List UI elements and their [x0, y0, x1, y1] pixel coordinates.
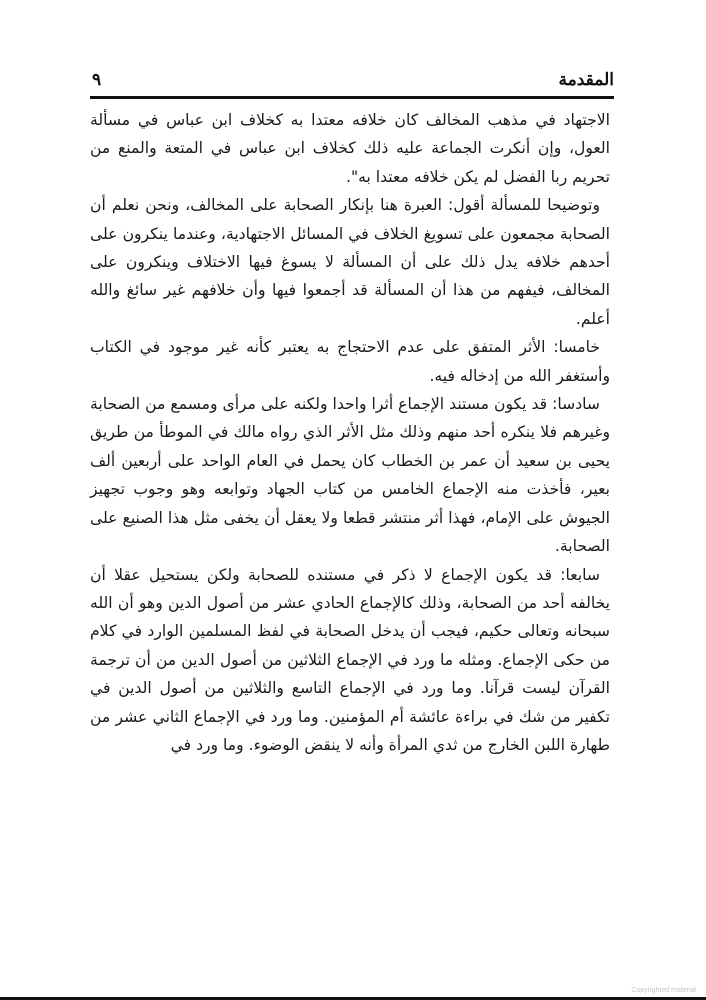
paragraph-quote-continuation: الاجتهاد في مذهب المخالف كان خلافه معتدا به كخلاف ابن عباس في مسألة العول، وإن أنكرت الجماعة عليه ذلك كخلاف ابن عباس في المتعة والمنع من تحريم ربا الفضل لم يكن خلافه معتدا به".: [90, 111, 610, 186]
running-title: المقدمة: [558, 70, 614, 90]
copyright-watermark: Copyrighted material: [631, 987, 696, 994]
header-rule: [90, 96, 614, 99]
paragraph-clarification: وتوضيحا للمسألة أقول: العبرة هنا بإنكار الصحابة على المخالف، ونحن نعلم أن الصحابة مجمعون على تسويغ الخلاف في المسائل الاجتهادية، وعندما ينكرون على أحدهم خلافه يدل ذلك على أن المسألة لا يسوغ فيها الاختلاف وينكرون على المخالف، فيفهم من هذا أن المسألة قد أجمعوا فيها وأن خلافهم غير سائغ والله أعلم.: [90, 196, 610, 328]
paragraph-seventh: سابعا: قد يكون الإجماع لا ذكر في مستنده للصحابة ولكن يستحيل عقلا أن يخالفه أحد من الصحابة، وذلك كالإجماع الحادي عشر من أصول الدين وهو أن الله سبحانه وتعالى حكيم، فيجب أن يدخل الصحابة في لفظ المسلمين الوارد في كلام من حكى الإجماع. ومثله ما ورد في الإجماع الثلاثين من أصول الدين من أن ترجمة القرآن ليست قرآنا. وما ورد في الإجماع التاسع والثلاثين من أصول الدين في تكفير من شك في براءة عائشة أم المؤمنين. وما ورد في الإجماع الثاني عشر من طهارة اللبن الخارج من ثدي المرأة وأنه لا ينقض الوضوء. وما ورد في: [90, 565, 610, 754]
body-text: [90, 106, 610, 759]
page-header: [92, 62, 614, 90]
paragraph-sixth: سادسا: قد يكون مستند الإجماع أثرا واحدا ولكنه على مرأى ومسمع من الصحابة وغيرهم فلا ينكره أحد منهم وذلك مثل الأثر الذي رواه مالك في الموطأ من طريق يحيى بن سعيد أن عمر بن الخطاب كان يحمل في العام الواحد على أربعين ألف بعير، فأخذت منه الإجماع الخامس من كتاب الجهاد وتوابعه وهو وجوب تجهيز الجيوش على الإمام، فهذا أثر منتشر قطعا ولا يعقل أن يخفى مثل هذا الصنيع على الصحابة.: [90, 395, 610, 556]
paragraph-fifth: خامسا: الأثر المتفق على عدم الاحتجاج به يعتبر كأنه غير موجود في الكتاب وأستغفر الله من إدخاله فيه.: [90, 338, 610, 385]
page-number: ٩: [92, 70, 102, 90]
